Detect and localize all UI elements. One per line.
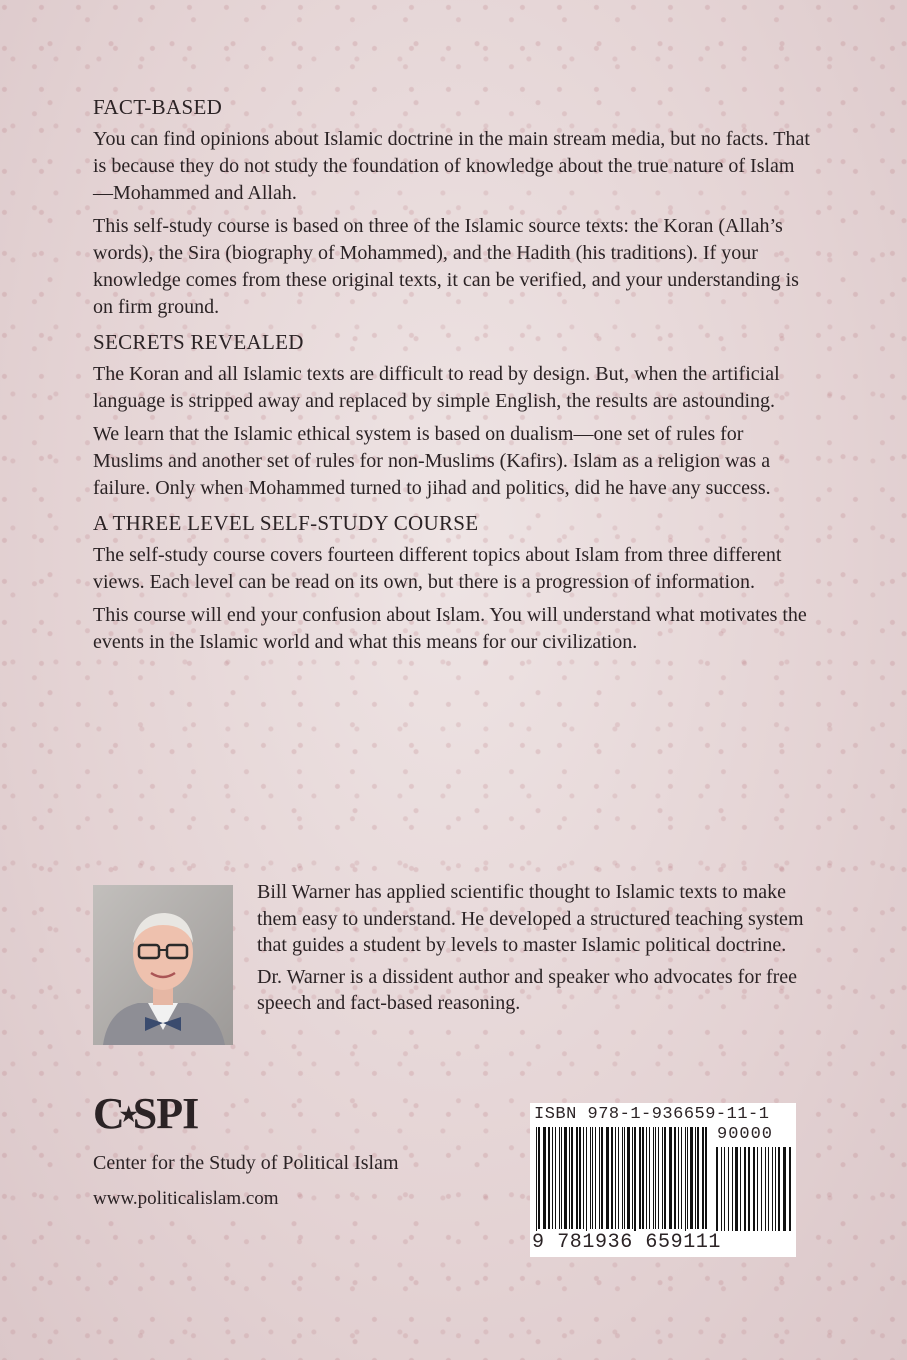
isbn-barcode <box>530 1103 796 1257</box>
section-secrets-revealed <box>93 327 813 502</box>
logo-letter: C <box>93 1089 124 1138</box>
section-paragraph: This self-study course is based on three of the Islamic source texts: the Koran (Allah’s words), the Sira (biography of Mohammed), and the Hadith (his traditions). If your knowledge comes from these original texts, it can be verified, and your understanding is on firm ground. <box>93 215 799 318</box>
section-three-level-course <box>93 508 813 656</box>
section-paragraph: This course will end your confusion about Islam. You will understand what motivates the events in the Islamic world and what this means for our civilization. <box>93 604 807 653</box>
cspi-logo <box>93 1088 198 1139</box>
section-paragraph: The self-study course covers fourteen different topics about Islam from three different views. Each level can be read on its own, but there is a progression of information. <box>93 544 782 593</box>
back-cover-text <box>93 92 813 662</box>
star-icon: ★ <box>119 1104 137 1127</box>
section-heading: A THREE LEVEL SELF-STUDY COURSE <box>93 511 479 535</box>
author-photo <box>93 885 233 1045</box>
section-paragraph: We learn that the Islamic ethical system is based on dualism—one set of rules for Muslims and another set of rules for non-Muslims (Kafirs). Islam as a religion was a failure. Only when Mohammed turned to jihad and politics, did he have any success. <box>93 423 771 499</box>
bio-paragraph: Bill Warner has applied scientific thought to Islamic texts to make them easy to understand. He developed a structured teaching system that guides a student by levels to master Islamic political doctrine. <box>257 881 804 956</box>
publisher-website: www.politicalislam.com <box>93 1188 279 1209</box>
bio-paragraph: Dr. Warner is a dissident author and speaker who advocates for free speech and fact-based reasoning. <box>257 965 798 1014</box>
barcode-number: 9 781936 659111 <box>532 1231 722 1254</box>
price-code: 90000 <box>717 1125 774 1144</box>
section-heading: FACT-BASED <box>93 95 223 119</box>
section-heading: SECRETS REVEALED <box>93 330 304 354</box>
bio-text <box>257 879 817 1022</box>
logo-letters: SPI <box>132 1089 199 1138</box>
section-paragraph: You can find opinions about Islamic doctrine in the main stream media, but no facts. That is because they do not study the foundation of knowledge about the true nature of Islam—Mohammed and Allah. <box>93 128 810 204</box>
publisher-name: Center for the Study of Political Islam <box>93 1152 399 1174</box>
isbn-label: ISBN 978-1-936659-11-1 <box>534 1105 770 1124</box>
section-fact-based <box>93 92 813 321</box>
section-paragraph: The Koran and all Islamic texts are difficult to read by design. But, when the artificial language is stripped away and replaced by simple English, the results are astounding. <box>93 363 780 412</box>
